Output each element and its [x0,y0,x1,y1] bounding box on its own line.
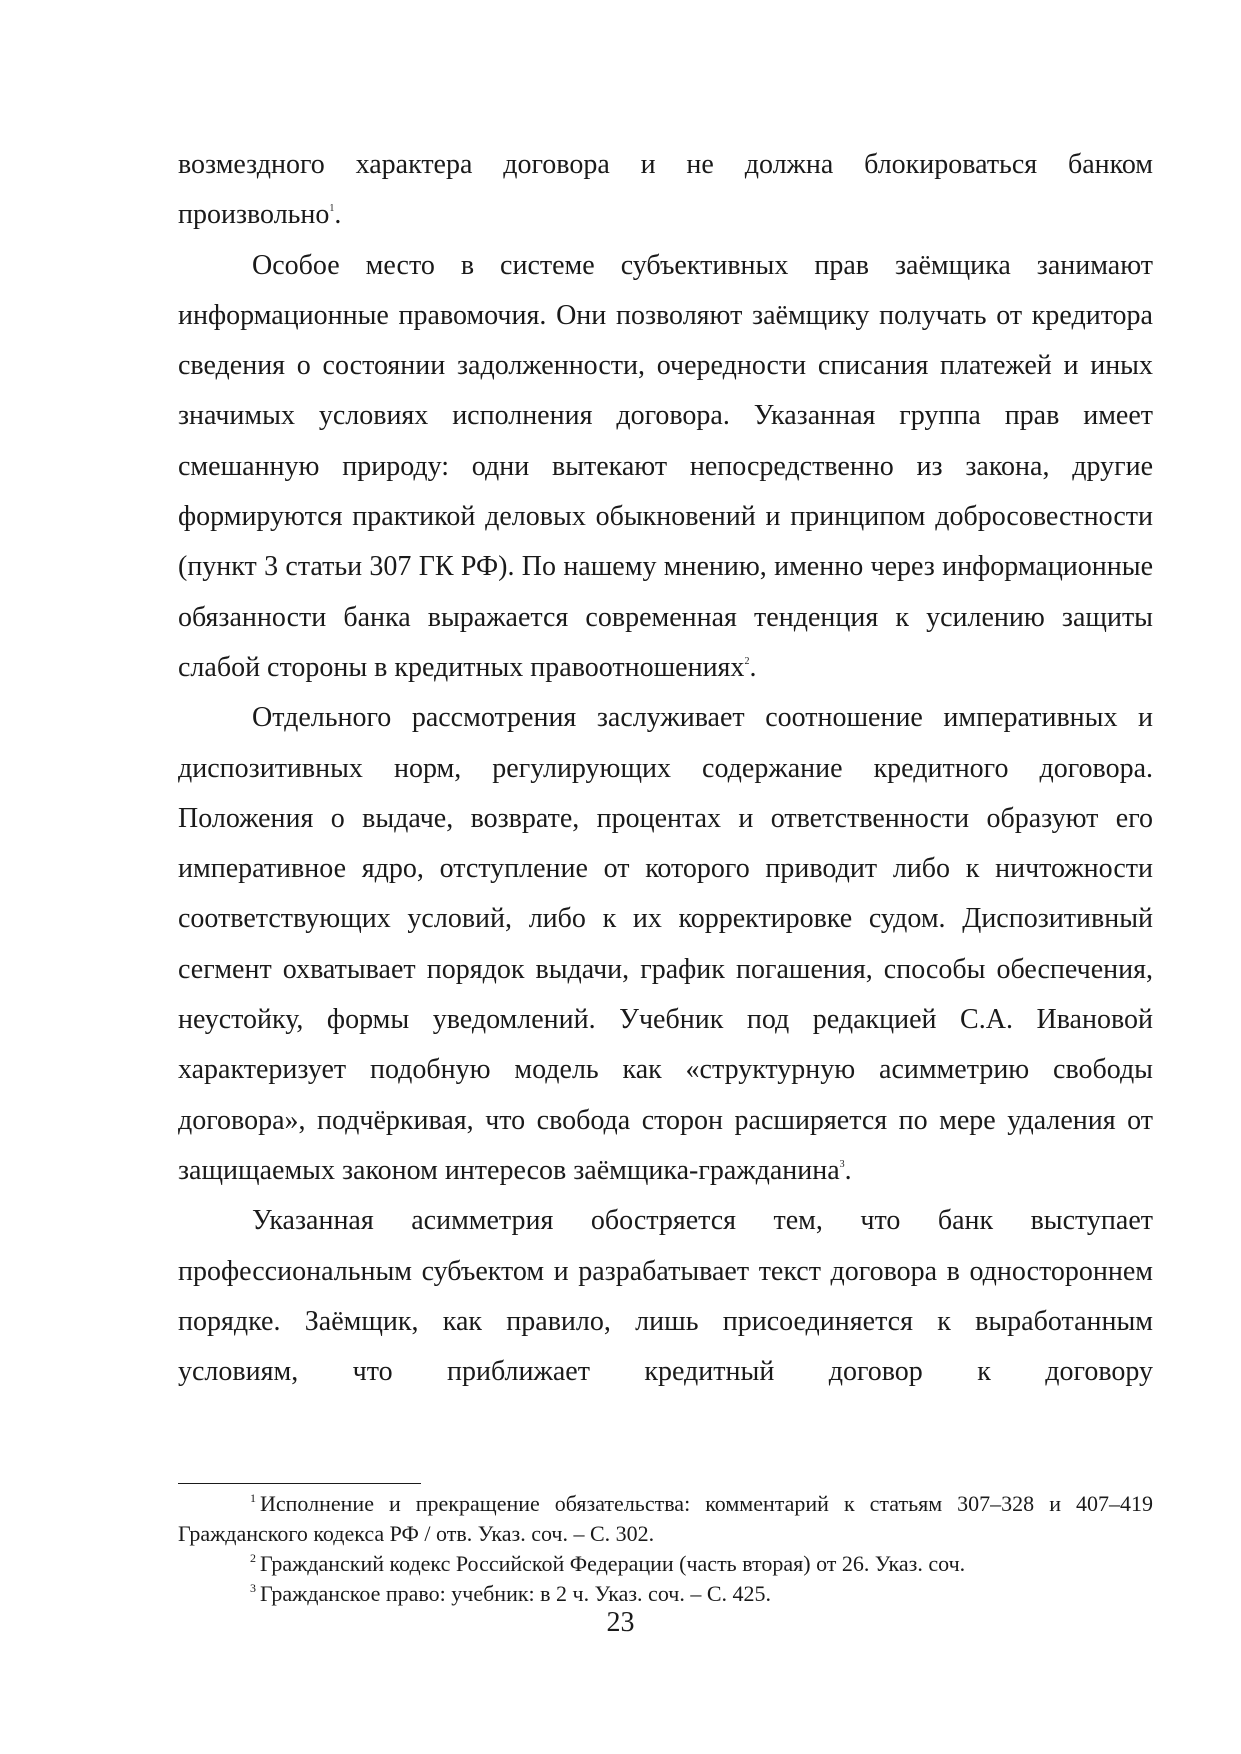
paragraph-4 [178,1196,1153,1397]
paragraph-2 [178,241,1153,694]
footnote-text-1: Исполнение и прекращение обязательства: комментарий к статьям 307–328 и 407–419 Гражданского кодекса РФ / отв. Указ. соч. – С. 302. [178,1491,1153,1546]
body-text [178,140,1153,1397]
footnote-separator [178,1483,421,1484]
page-number: 23 [606,1607,635,1638]
footnote-2 [178,1549,1153,1579]
footnote-ref-1[interactable]: 1 [329,202,335,214]
paragraph-3-end: . [844,1154,852,1186]
paragraph-2-text: Особое место в системе субъективных прав заёмщика занимают информационные правомочия. Они позволяют заёмщику получать от кредитора сведения о состоянии задолженности, очередности списания платежей и иных значимых условиях исполнения договора. Указанная группа прав имеет смешанную природу: одни вытекают непосредственно из закона, другие формируются практикой деловых обыкновений и принципом добросовестности (пункт 3 статьи 307 ГК РФ). По нашему мнению, именно через информационные обязанности банка выражается современная тенденция к усилению защиты слабой стороны в кредитных правоотношениях [178,249,1153,683]
footnote-text-3: Гражданское право: учебник: в 2 ч. Указ. соч. – С. 425. [260,1581,771,1606]
paragraph-4-text: Указанная асимметрия обостряется тем, что банк выступает профессиональным субъектом и разрабатывает текст договора в одностороннем порядке. Заёмщик, как правило, лишь присоединяется к выработанным условиям, что приближает кредитный договор к договору [178,1205,1153,1388]
footnote-1 [178,1489,1153,1549]
footnote-number-3: 3 [250,1580,256,1595]
paragraph-1-end: . [334,199,342,231]
footnote-ref-2[interactable]: 2 [744,655,750,667]
footnote-number-1: 1 [250,1490,256,1505]
paragraph-1 [178,140,1153,241]
paragraph-1-text: возмездного характера договора и не должна блокироваться банком произвольно [178,149,1153,231]
footnote-number-2: 2 [250,1550,256,1565]
paragraph-3 [178,693,1153,1196]
footnote-3 [178,1579,1153,1609]
paragraph-3-text: Отдельного рассмотрения заслуживает соотношение императивных и диспозитивных норм, регулирующих содержание кредитного договора. Положения о выдаче, возврате, процентах и ответственности образуют его императивное ядро, отступление от которого приводит либо к ничтожности соответствующих условий, либо к их корректировке судом. Диспозитивный сегмент охватывает порядок выдачи, график погашения, способы обеспечения, неустойку, формы уведомлений. Учебник под редакцией С.А. Ивановой характеризует подобную модель как «структурную асимметрию свободы договора», подчёркивая, что свобода сторон расширяется по мере удаления от защищаемых законом интересов заёмщика-гражданина [178,702,1153,1186]
footnotes [178,1489,1153,1609]
footnote-ref-3[interactable]: 3 [839,1158,845,1170]
footnote-text-2: Гражданский кодекс Российской Федерации (часть вторая) от 26. Указ. соч. [260,1551,966,1576]
paragraph-2-end: . [749,651,757,683]
